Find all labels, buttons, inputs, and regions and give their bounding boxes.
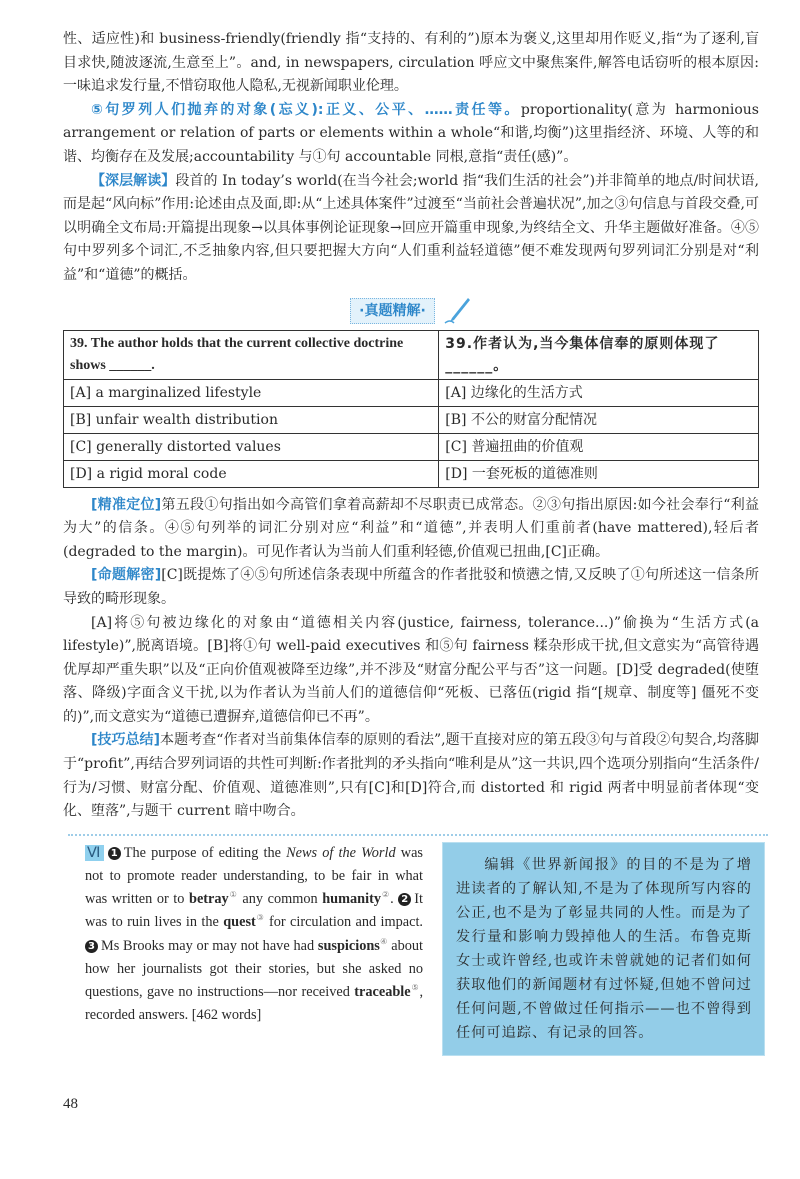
passage-section: [85, 842, 765, 1056]
sentence-number-icon: 3: [85, 940, 98, 953]
passage-segment: about how her journalists got their stories, but she asked no questions, gave no instructions—nor received: [85, 937, 423, 1001]
publication-title: News of the World: [286, 844, 396, 861]
vocab-word: betray: [189, 891, 229, 908]
question-stem-en: 39. The author holds that the current collective doctrine shows ______.: [64, 330, 439, 379]
option-en: [B] unfair wealth distribution: [64, 406, 439, 433]
sentence-number-icon: 2: [398, 893, 411, 906]
passage-segment: Ms Brooks may or may not have had: [101, 937, 318, 954]
option-zh: [A] 边缘化的生活方式: [439, 379, 759, 406]
passage-segment: for circulation and impact.: [264, 914, 423, 931]
passage-text: [85, 845, 423, 1023]
translation-box: [442, 842, 765, 1056]
page-number: 48: [63, 1095, 78, 1112]
paragraph-text: 本题考查“作者对当前集体信奉的原则的看法”,题干直接对应的第五段③句与首段②句契合,均落脚于“profit”,再结合罗列词语的共性可判断:作者批判的矛头指向“唯利是从”这一共识,四个选项分别指向“生活条件/行为/习惯、财富分配、价值观、道德准则”,只有[C]和[D]符合,而 distorted 和 rigid 两者中明显前者体现“变化、堕落”,与题干 current 暗中吻合。: [63, 732, 759, 820]
paragraph-text: proportionality(意为 harmonious arrangement or relation of parts or elements within a whole“和谐,均衡”)这里指经济、环境、人等的和谐、均衡存在及发展;accountability 与①句 accountable 同根,意指“责任(感)”。: [63, 101, 759, 165]
table-row: [64, 460, 759, 487]
section-header: [63, 296, 759, 326]
option-en: [C] generally distorted values: [64, 433, 439, 460]
passage-segment: any common: [237, 891, 323, 908]
english-passage: [85, 842, 423, 1028]
question-stem-zh: 39.作者认为,当今集体信奉的原则体现了______。: [439, 330, 759, 379]
table-row: [64, 330, 759, 379]
paragraph-text: [A]将⑤句被边缘化的对象由“道德相关内容(justice, fairness, tolerance...)”偷换为“生活方式(a lifestyle)”,脱离语境。[B]将①句 well-paid executives 和⑤句 fairness 糅杂形成干扰,但文意实为“高管待遇优厚却严重失职”以及“正向价值观被降至边缘”,并不涉及“财富分配公平与否”这一问题。[D]受 degraded(使堕落、降级)字面含义干扰,以为作者认为当前人们的道德信仰“死板、已落伍(rigid 指“[规章、制度等] 僵死不变的)”,而文意实为“道德已遭摒弃,道德信仰已不再”。: [63, 614, 759, 725]
footnote-marker: ②: [381, 890, 391, 900]
option-en: [A] a marginalized lifestyle: [64, 379, 439, 406]
paragraph-text: 性、适应性)和 business-friendly(friendly 指“支持的、有利的”)原本为褒义,这里却用作贬义,指“为了逐利,盲目求快,随波逐流,生意至上”。and, in newspapers, circulation 呼应文中聚焦案件,解答电话窃听的根本原因:一味追求发行量,不惜窃取他人隐私,无视新闻职业伦理。: [63, 31, 759, 95]
table-row: [64, 379, 759, 406]
pen-icon: [442, 296, 472, 326]
analysis-summary: [63, 729, 759, 823]
intro-paragraph: [63, 28, 759, 99]
passage-segment: .: [390, 891, 399, 908]
deep-reading-paragraph: [63, 170, 759, 288]
vocab-paragraph: [63, 99, 759, 170]
section-label: 【深层解读】: [91, 172, 176, 189]
table-row: [64, 433, 759, 460]
section-header-label: ·真题精解·: [350, 298, 435, 324]
passage-segment: The purpose of editing the: [123, 844, 287, 861]
footnote-marker: ④: [379, 936, 388, 946]
vocab-word: humanity: [322, 891, 381, 908]
translation-text: 编辑《世界新闻报》的目的不是为了增进读者的了解认知,不是为了体现所写内容的公正,也不是为了彰显共同的人性。而是为了发行量和影响力毁掉他人的生活。布鲁克斯女士或许曾经,也或许未曾就她的记者们如何获取他们的新闻题材有过怀疑,但她不曾问过任何问题,不曾做过任何指示——也不曾得到任何可追踪、有记录的回答。: [456, 856, 752, 1041]
question-table: [63, 330, 759, 488]
sentence-number-icon: 1: [108, 847, 121, 860]
section-label: [精准定位]: [91, 496, 162, 513]
paragraph-number: Ⅵ: [87, 844, 102, 861]
option-zh: [B] 不公的财富分配情况: [439, 406, 759, 433]
vocab-word: quest: [223, 914, 256, 931]
footnote-marker: ①: [228, 890, 238, 900]
analysis-distractors: [63, 612, 759, 730]
section-label: ⑤句罗列人们抛弃的对象(忘义):正义、公平、……责任等。: [91, 101, 521, 118]
section-label: [命题解密]: [91, 567, 162, 584]
paragraph-text: 第五段①句指出如今高管们拿着高薪却不尽职责已成常态。②③句指出原因:如今社会奉行“利益为大”的信条。④⑤句列举的词汇分别对应“利益”和“道德”,并表明人们重前者(have mattered),轻后者(degraded to the margin)。可见作者认为当前人们重利轻德,价值观已扭曲,[C]正确。: [63, 496, 759, 560]
passage-segment: It was to ruin lives in the: [85, 891, 424, 931]
passage-segment: was not to promote reader understanding, to be fair in what was written or to: [85, 844, 423, 908]
footnote-marker: ③: [255, 913, 265, 923]
dotted-divider: [68, 834, 768, 836]
analysis-locate: [63, 494, 759, 565]
option-zh: [C] 普遍扭曲的价值观: [439, 433, 759, 460]
analysis-decode: [63, 564, 759, 611]
paragraph-text: [C]既提炼了④⑤句所述信条表现中所蕴含的作者批驳和愤懑之情,又反映了①句所述这一信条所导致的畸形现象。: [63, 567, 760, 607]
option-zh: [D] 一套死板的道德准则: [439, 460, 759, 487]
footnote-marker: ⑤: [410, 983, 420, 993]
vocab-word: suspicions: [317, 937, 380, 954]
option-en: [D] a rigid moral code: [64, 460, 439, 487]
paragraph-text: 段首的 In today’s world(在当今社会;world 指“我们生活的社会”)并非简单的地点/时间状语,而是起“风向标”作用:论述由点及面,即:从“上述具体案件”过渡至“当前社会普遍状况”,加之③句信息与首段交叠,可以明确全文布局:开篇提出现象→以具体事例论证现象→回应开篇重申现象,为终结全文、升华主题做好准备。④⑤句中罗列多个词汇,不乏抽象内容,但只要把握大方向“人们重利益轻道德”便不难发现两句罗列词汇分别是对“利益”和“道德”的概括。: [63, 172, 759, 283]
table-row: [64, 406, 759, 433]
section-label: [技巧总结]: [91, 732, 160, 749]
passage-segment: , recorded answers. [462 words]: [85, 984, 424, 1024]
vocab-word: traceable: [354, 984, 411, 1001]
